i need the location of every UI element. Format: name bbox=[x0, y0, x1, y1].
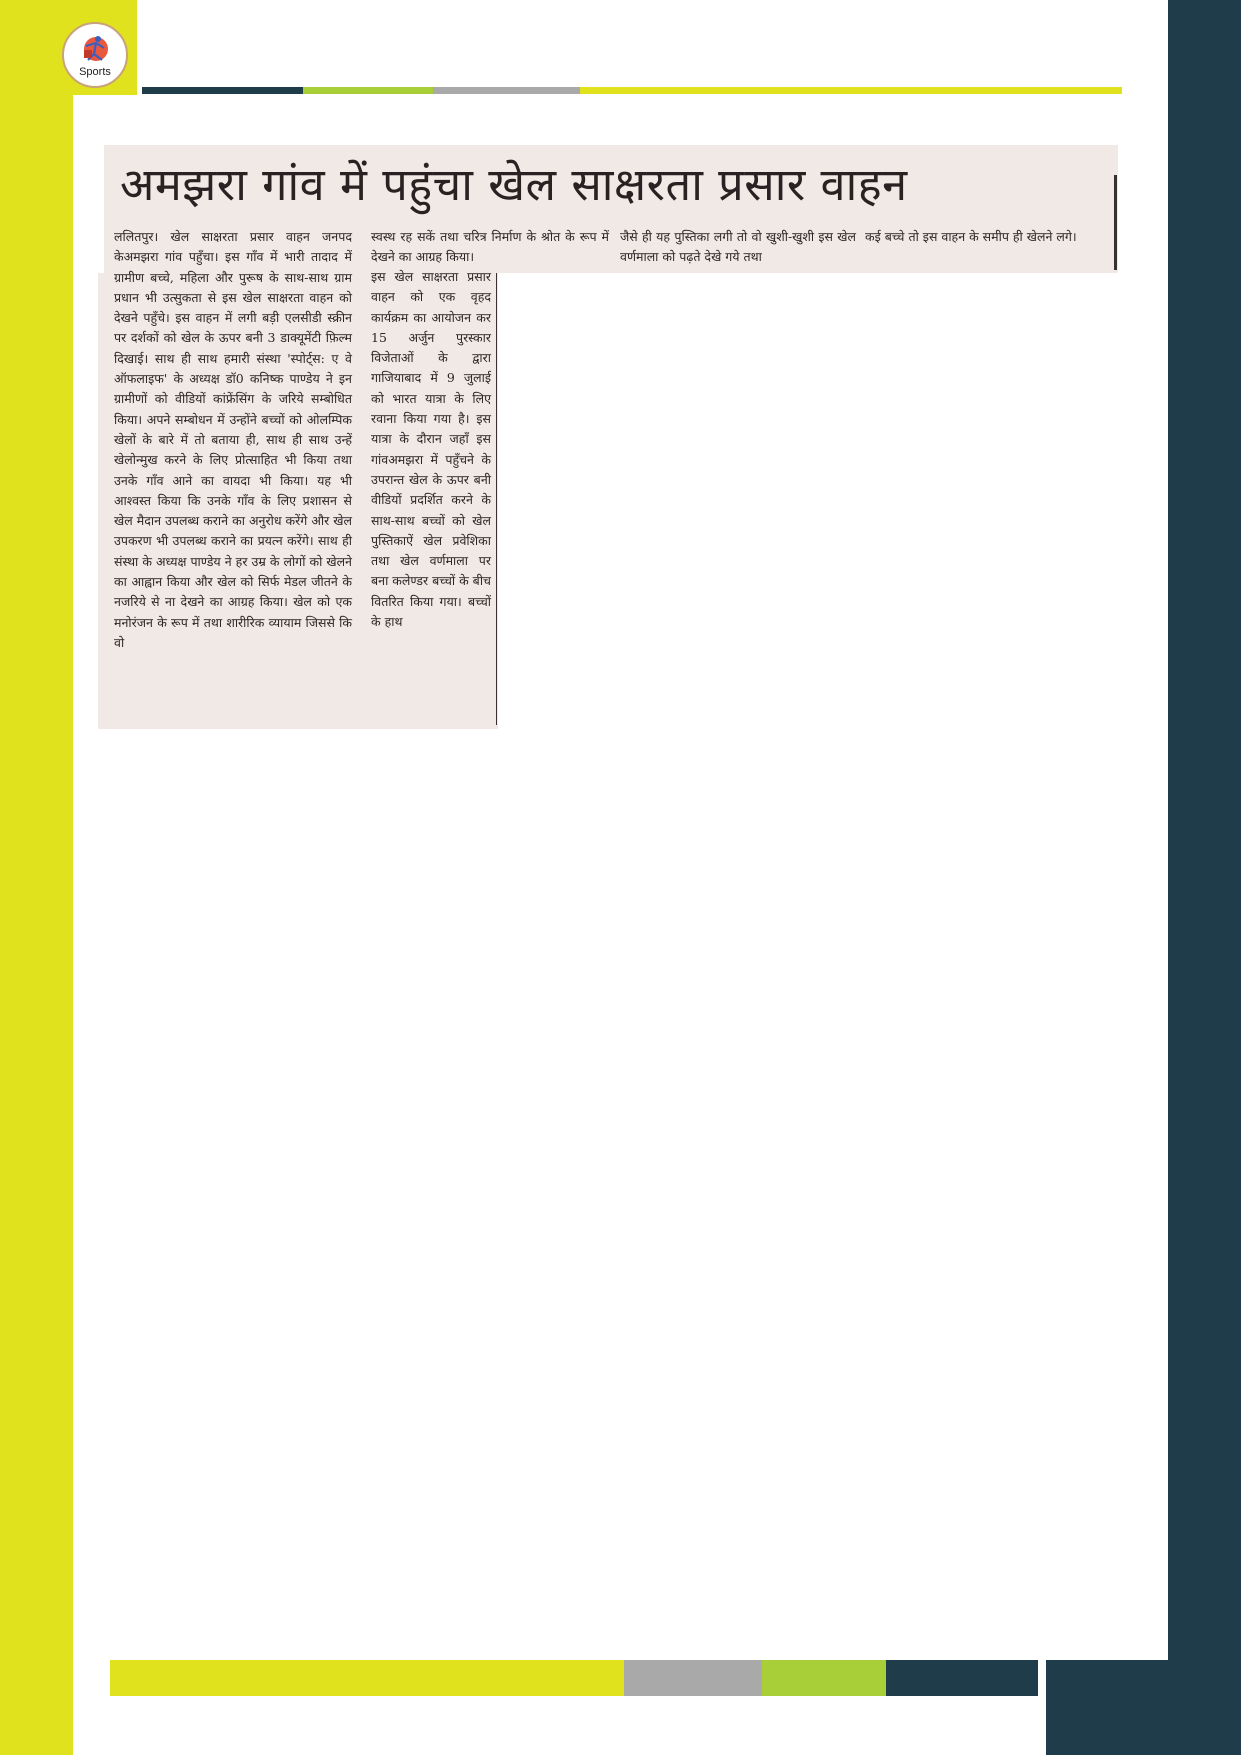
stripe-navy bbox=[886, 1660, 1038, 1696]
stripe-navy bbox=[142, 87, 303, 94]
runner-icon bbox=[78, 34, 114, 64]
stripe-green bbox=[762, 1660, 886, 1696]
article-column-2: इस खेल साक्षरता प्रसार वाहन को एक वृहद कार्यक्रम का आयोजन कर 15 अर्जुन पुरस्कार विजेताओं के द्वारा गाजियाबाद में 9 जुलाई को भारत यात्रा के लिए रवाना किया गया है। इस यात्रा के दौरान जहाँ इस गांवअमझरा में पहुँचने के उपरान्त खेल के ऊपर बनी वीडियों प्रदर्शित करने के साथ-साथ बच्चों को खेल पुस्तिकाऐं खेल प्रवेशिका तथा खेल वर्णमाला पर बना कलेण्डर बच्चों के बीच वितरित किया गया। बच्चों के हाथ bbox=[371, 269, 491, 630]
article-headline: अमझरा गांव में पहुंचा खेल साक्षरता प्रसार वाहन bbox=[120, 158, 908, 211]
right-accent-bar bbox=[1168, 0, 1241, 1755]
article-column-1: ललितपुर। खेल साक्षरता प्रसार वाहन जनपद केअमझरा गांव पहुँचा। इस गाँव में भारी तादाद में ग्रामीण बच्चे, महिला और पुरूष के साथ-साथ ग्राम प्रधान भी उत्सुकता से इस खेल साक्षरता वाहन को देखने पहुँचे। इस वाहन में लगी बड़ी एलसीडी स्क्रीन पर दर्शकों को खेल के ऊपर बनी 3 डाक्यूमेंटी फ़िल्म दिखाई। साथ ही साथ हमारी संस्था 'स्पोर्ट्स: ए वे ऑफलाइफ' के अध्यक्ष डॉ0 कनिष्क पाण्डेय ने इन ग्रामीणों को वीडियों कांफ्रेंसिंग के जरिये सम्बोधित किया। अपने सम्बोधन में उन्होंने बच्चों को ओलम्पिक खेलों के बारे में तो बताया ही, साथ ही साथ उन्हें खेलोन्मुख करने के लिए प्रोत्साहित भी किया तथा उनके गाँव आने का वायदा भी किया। यह भी आश्वस्त किया कि उनके गाँव के लिए प्रशासन से खेल मैदान उपलब्ध कराने का अनुरोध करेंगे और खेल उपकरण भी उपलब्ध कराने का प्रयत्न करेंगे। साथ ही संस्था के अध्यक्ष पाण्डेय ने हर उम्र के लोगों को खेलने का आह्वान किया और खेल को सिर्फ मेडल जीतने के नजरिये से ना देखने का आग्रह किया। खेल को एक मनोरंजन के रूप में तथा शारीरिक व्यायाम जिससे कि वो bbox=[114, 229, 352, 650]
header-stripes bbox=[142, 87, 1122, 94]
footer-stripes bbox=[110, 1660, 1038, 1696]
stripe-green bbox=[303, 87, 433, 94]
stripe-lime bbox=[110, 1660, 624, 1696]
article-column-2-top: स्वस्थ रह सकें तथा चरित्र निर्माण के श्रोत के रूप में देखने का आग्रह किया। bbox=[371, 229, 609, 265]
column-rule bbox=[496, 273, 497, 725]
stripe-lime bbox=[580, 87, 1122, 94]
bottom-right-block bbox=[1046, 1660, 1241, 1755]
article-column-4: कई बच्चे तो इस वाहन के समीप ही खेलने लगे। bbox=[865, 229, 1077, 244]
article-column-3: जैसे ही यह पुस्तिका लगी तो वो खुशी-खुशी इस खेल वर्णमाला को पढ़ते देखे गये तथा bbox=[620, 229, 856, 265]
left-accent-bar bbox=[0, 0, 73, 1755]
newspaper-clipping bbox=[98, 145, 1120, 725]
stripe-grey bbox=[624, 1660, 762, 1696]
sports-logo bbox=[62, 22, 128, 88]
column-rule bbox=[1114, 175, 1117, 270]
stripe-grey bbox=[433, 87, 580, 94]
logo-text: Sports bbox=[79, 66, 111, 78]
